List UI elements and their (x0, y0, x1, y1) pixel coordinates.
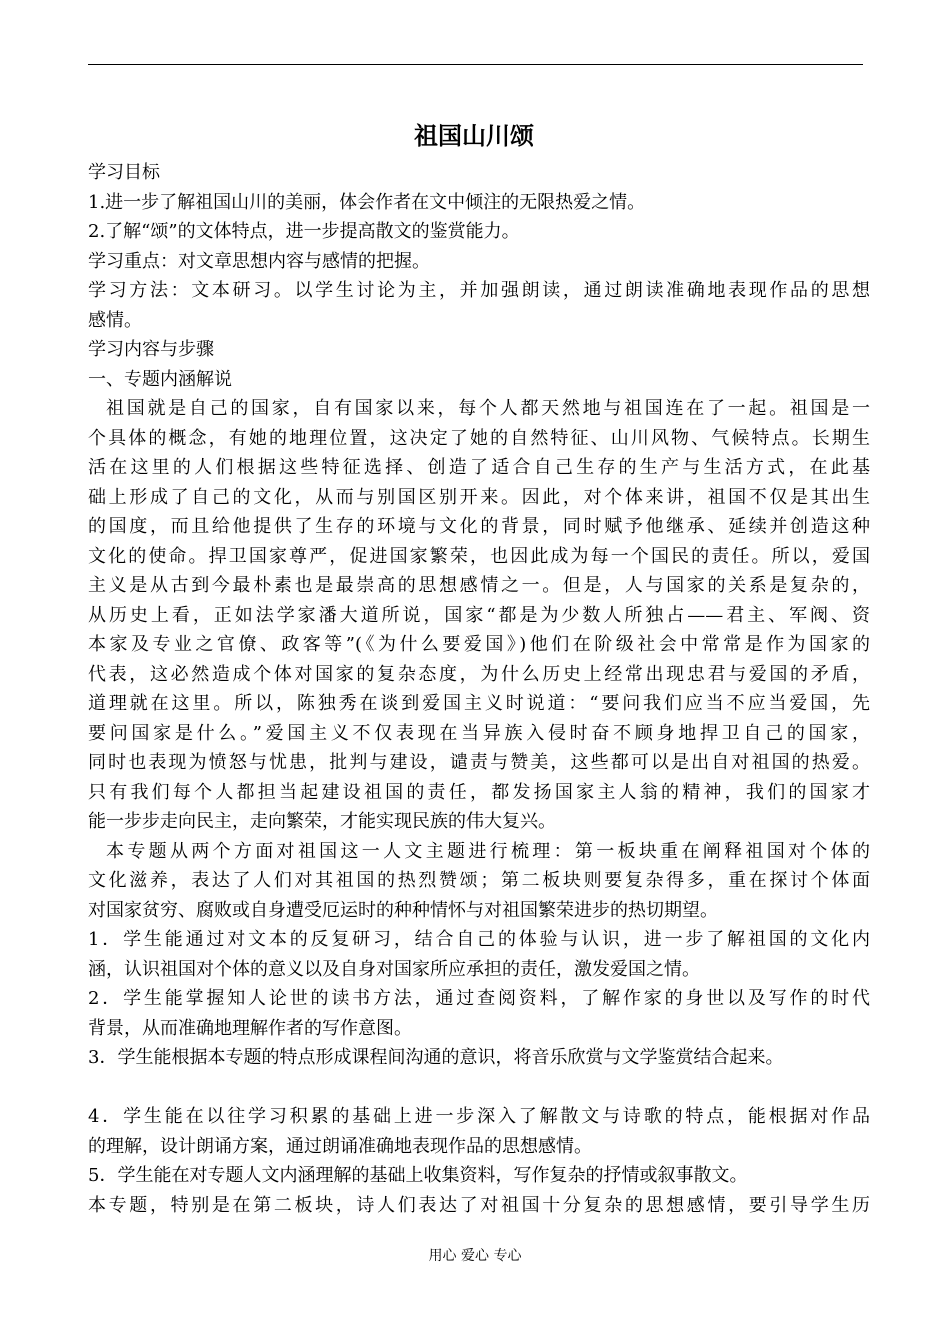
text-line: 3．学生能根据本专题的特点形成课程间沟通的意识，将音乐欣赏与文学鉴赏结合起来。 (88, 1047, 784, 1068)
text-line: 涵，认识祖国对个体的意义以及自身对国家所应承担的责任，激发爱国之情。 (88, 958, 700, 980)
text-line: 2．学生能掌握知人论世的读书方法，通过查阅资料，了解作家的身世以及写作的时代 (88, 988, 870, 1009)
text-line: 要问国家是什么。”爱国主义不仅表现在当异族入侵时奋不顾身地捍卫自己的国家， (88, 722, 870, 744)
text-lines (88, 158, 870, 1220)
text-line: 4．学生能在以往学习积累的基础上进一步深入了解散文与诗歌的特点，能根据对作品 (88, 1106, 870, 1127)
page-title: 祖国山川颂 (414, 121, 534, 150)
text-line: 本专题从两个方面对祖国这一人文主题进行梳理：第一板块重在阐释祖国对个体的 (106, 840, 870, 862)
text-line: 一、专题内涵解说 (88, 368, 232, 390)
blank-line (88, 1073, 870, 1103)
page-footer: 用心 爱心 专心 (428, 1248, 522, 1264)
text-line: 5．学生能在对专题人文内涵理解的基础上收集资料，写作复杂的抒情或叙事散文。 (88, 1165, 748, 1186)
text-line: 文化的使命。捍卫国家尊严，促进国家繁荣，也因此成为每一个国民的责任。所以，爱国 (88, 545, 870, 567)
text-line: 能一步步走向民主，走向繁荣，才能实现民族的伟大复兴。 (88, 811, 556, 832)
text-line: 从历史上看，正如法学家潘大道所说，国家“都是为少数人所独占——君主、军阀、资 (88, 604, 870, 626)
text-line: 学习重点：对文章思想内容与感情的把握。 (88, 250, 430, 272)
text-line: 本家及专业之官僚、政客等”(《为什么要爱国》)他们在阶级社会中常常是作为国家的 (88, 634, 870, 655)
text-line: 的理解，设计朗诵方案，通过朗诵准确地表现作品的思想感情。 (88, 1135, 592, 1157)
text-line: 1.进一步了解祖国山川的美丽，体会作者在文中倾注的无限热爱之情。 (88, 191, 646, 213)
text-line: 学习目标 (88, 162, 160, 183)
text-line: 1．学生能通过对文本的反复研习，结合自己的体验与认识，进一步了解祖国的文化内 (88, 929, 870, 950)
header-rule (88, 64, 863, 65)
text-line: 对国家贫穷、腐败或自身遭受厄运时的种种情怀与对祖国繁荣进步的热切期望。 (88, 899, 718, 921)
text-line: 背景，从而准确地理解作者的写作意图。 (88, 1017, 412, 1039)
text-line: 主义是从古到今最朴素也是最崇高的思想感情之一。但是，人与国家的关系是复杂的， (88, 575, 870, 596)
text-line: 本专题，特别是在第二板块，诗人们表达了对祖国十分复杂的思想感情，要引导学生历 (88, 1194, 870, 1216)
text-line: 学习内容与步骤 (88, 339, 214, 360)
document-body (88, 118, 870, 1220)
text-line: 感情。 (88, 309, 142, 331)
text-line: 的国度，而且给他提供了生存的环境与文化的背景，同时赋予他继承、延续并创造这种 (88, 516, 870, 537)
text-line: 道理就在这里。所以，陈独秀在谈到爱国主义时说道：“要问我们应当不应当爱国，先 (88, 693, 870, 714)
text-line: 代表，这必然造成个体对国家的复杂态度，为什么历史上经常出现忠君与爱国的矛盾， (88, 663, 870, 685)
text-line: 活在这里的人们根据这些特征选择、创造了适合自己生存的生产与生活方式，在此基 (88, 457, 870, 478)
text-line: 祖国就是自己的国家，自有国家以来，每个人都天然地与祖国连在了一起。祖国是一 (106, 398, 870, 419)
text-line: 文化滋养，表达了人们对其祖国的热烈赞颂；第二板块则要复杂得多，重在探讨个体面 (88, 870, 870, 891)
text-line: 同时也表现为愤怒与忧患，批判与建设，谴责与赞美，这些都可以是出自对祖国的热爱。 (88, 752, 870, 773)
text-line: 2.了解“颂”的文体特点，进一步提高散文的鉴赏能力。 (88, 221, 520, 242)
text-line: 础上形成了自己的文化，从而与别国区别开来。因此，对个体来讲，祖国不仅是其出生 (88, 486, 870, 508)
text-line: 个具体的概念，有她的地理位置，这决定了她的自然特征、山川风物、气候特点。长期生 (88, 427, 870, 449)
text-line: 只有我们每个人都担当起建设祖国的责任，都发扬国家主人翁的精神，我们的国家才 (88, 781, 870, 803)
text-line: 学习方法：文本研习。以学生讨论为主，并加强朗读，通过朗读准确地表现作品的思想 (88, 280, 870, 301)
